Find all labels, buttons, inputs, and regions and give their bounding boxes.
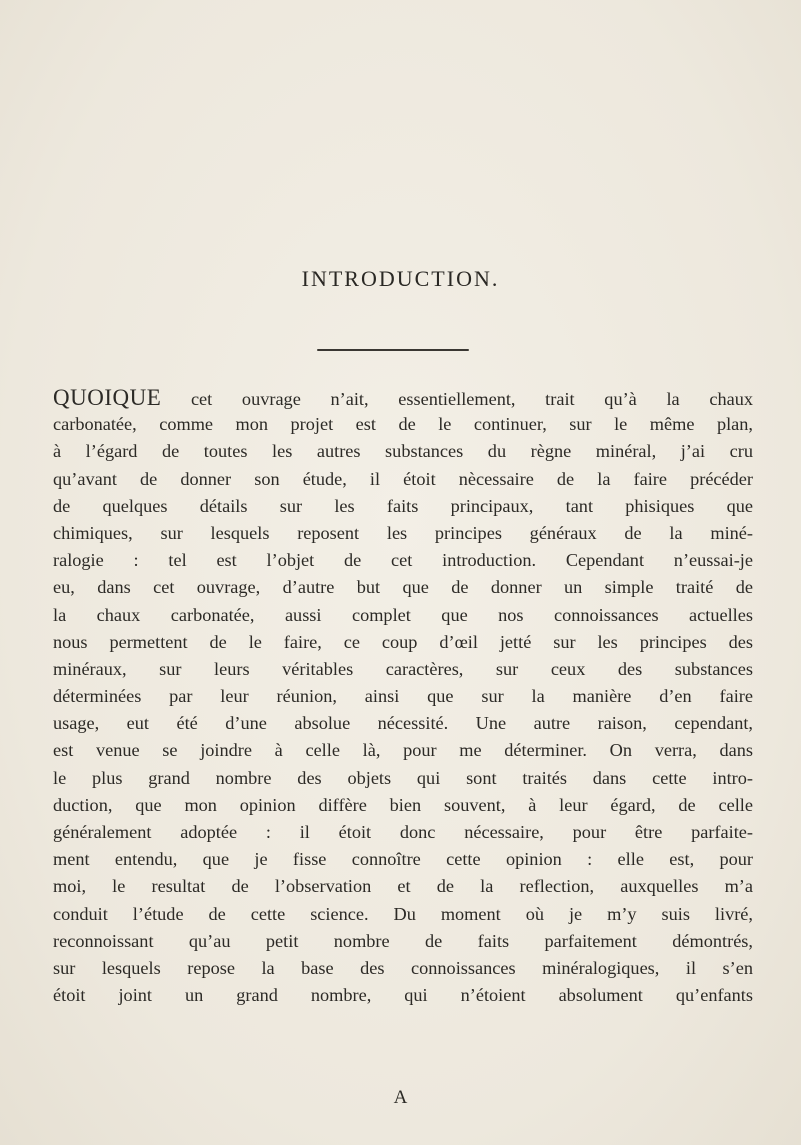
- text-line: eu, dans cet ouvrage, d’autre but que de donner un simple traité de: [53, 577, 753, 598]
- text-line: duction, que mon opinion diffère bien souvent, à leur égard, de celle: [53, 794, 753, 815]
- text-line: de quelques détails sur les faits principaux, tant phisiques que: [53, 495, 753, 516]
- text-line: reconnoissant qu’au petit nombre de faits parfaitement démontrés,: [53, 930, 753, 951]
- text-line: chimiques, sur lesquels reposent les principes généraux de la miné-: [53, 522, 753, 543]
- text-line: carbonatée, comme mon projet est de le continuer, sur le même plan,: [53, 414, 753, 435]
- text-line: conduit l’étude de cette science. Du moment où je m’y suis livré,: [53, 903, 753, 924]
- signature-mark: A: [393, 1087, 408, 1108]
- text-line: ralogie : tel est l’objet de cet introduction. Cependant n’eussai-je: [53, 550, 753, 571]
- text-line: usage, eut été d’une absolue nécessité. Une autre raison, cependant,: [53, 713, 753, 734]
- decorative-rule: [317, 349, 469, 351]
- text-line: déterminées par leur réunion, ainsi que sur la manière d’en faire: [53, 686, 753, 707]
- text-line: sur lesquels repose la base des connoissances minéralogiques, il s’en: [53, 957, 753, 978]
- text-line: [53, 384, 753, 411]
- text-line-content: cet ouvrage n’ait, essentiellement, trait qu’à la chaux: [161, 389, 753, 409]
- text-line: étoit joint un grand nombre, qui n’étoient absolument qu’enfants: [53, 985, 753, 1006]
- body-paragraph: [53, 384, 753, 1009]
- text-line: moi, le resultat de l’observation et de la reflection, auxquelles m’a: [53, 876, 753, 897]
- text-line: le plus grand nombre des objets qui sont traités dans cette intro-: [53, 767, 753, 788]
- text-line: nous permettent de le faire, ce coup d’œil jetté sur les principes des: [53, 631, 753, 652]
- text-line: la chaux carbonatée, aussi complet que nos connoissances actuelles: [53, 604, 753, 625]
- text-line: minéraux, sur leurs véritables caractères, sur ceux des substances: [53, 658, 753, 679]
- text-line: ment entendu, que je fisse connoître cette opinion : elle est, pour: [53, 849, 753, 870]
- text-line: généralement adoptée : il étoit donc nécessaire, pour être parfaite-: [53, 822, 753, 842]
- opening-word: QUOIQUE: [53, 385, 162, 410]
- chapter-title: INTRODUCTION.: [301, 266, 500, 291]
- text-line: est venue se joindre à celle là, pour me déterminer. On verra, dans: [53, 740, 753, 761]
- text-line: à l’égard de toutes les autres substances du règne minéral, j’ai cru: [53, 441, 753, 462]
- text-line: qu’avant de donner son étude, il étoit nècessaire de la faire précéder: [53, 468, 753, 489]
